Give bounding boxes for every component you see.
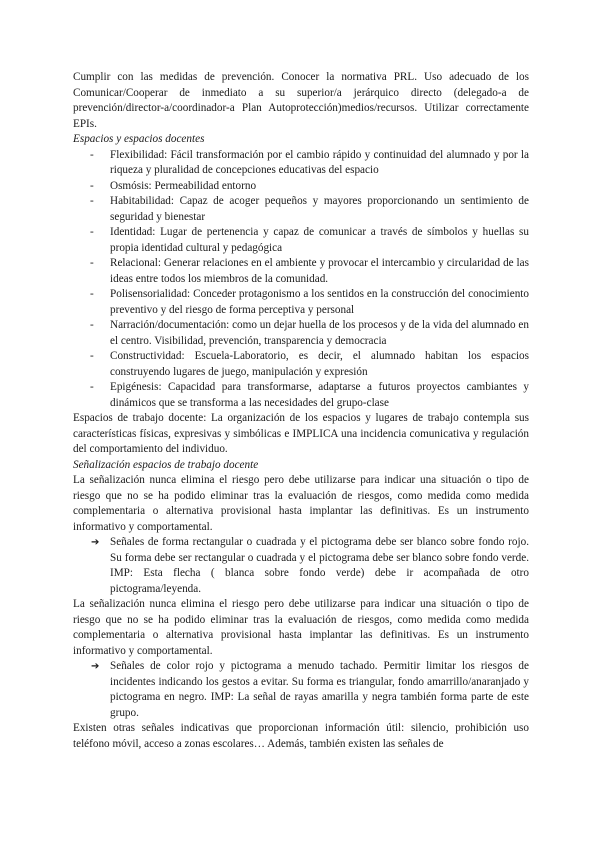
dash-bullet: - — [90, 148, 94, 161]
list-item: ➔ Señales de color rojo y pictograma a menudo tachado. Permitir limitar los riesgos de incidentes indicando los gestos a evitar. Su forma es triangular, fondo amarrillo/anaranjado y pictograma en negro. IMP: La señal de rayas amarilla y negra también forma parte de este grupo. — [91, 660, 529, 719]
list-item: - Relacional: Generar relaciones en el ambiente y provocar el intercambio y circularidad de las ideas entre todos los miembros de la comunidad. — [90, 257, 529, 285]
arrow-icon: ➔ — [91, 661, 100, 672]
section-heading-senalizacion: Señalización espacios de trabajo docente — [73, 458, 259, 471]
senalizacion-paragraph-1: La señalización nunca elimina el riesgo pero debe utilizarse para indicar una situación o tipo de riesgo que no se ha podido eliminar tras la evaluación de riesgos, como medida como medida complementaria o alternativa provisional hasta implantar las definitivas. Es un instrumento informativo y comportamental. — [73, 474, 529, 533]
list-item: ➔ Señales de forma rectangular o cuadrada y el pictograma debe ser blanco sobre fondo rojo. Su forma debe ser rectangular o cuadrada y el pictograma debe ser blanco sobre fondo verde. IMP: Esta flecha ( blanca sobre fondo verde) debe ir acompañada de otro pictograma/leyenda. — [91, 536, 529, 595]
dash-bullet: - — [90, 350, 94, 362]
arrow-icon: ➔ — [91, 537, 100, 548]
list-item: - Constructividad: Escuela-Laboratorio, es decir, el alumnado habitan los espacios construyendo lugares de juego, manipulación y expresión — [90, 350, 529, 378]
espacios-trabajo-paragraph: Espacios de trabajo docente: La organización de los espacios y lugares de trabajo contempla sus características físicas, expresivas y simbólicas e IMPLICA una incidencia comunicativa y regulación del comportamiento del individuo. — [73, 412, 529, 455]
list-item: - Polisensorialidad: Conceder protagonismo a los sentidos en la construcción del conocimiento preventivo y del riesgo de forma perceptiva y personal — [90, 288, 529, 316]
espacios-list — [73, 148, 529, 412]
intro-paragraph: Cumplir con las medidas de prevención. Conocer la normativa PRL. Uso adecuado de los Comunicar/Cooperar de inmediato a su superior/a jerárquico directo (delegado-a de prevención/director-a/coordinador-a Plan Autoprotección)medios/recursos. Utilizar correctamente EPIs. — [73, 71, 529, 130]
dash-bullet: - — [90, 381, 94, 393]
arrow-list-2 — [73, 659, 529, 721]
list-item: - Identidad: Lugar de pertenencia y capaz de comunicar a través de símbolos y huellas su propia identidad cultural y pedagógica — [90, 226, 529, 254]
dash-bullet: - — [90, 195, 94, 207]
closing-paragraph: Existen otras señales indicativas que proporcionan información útil: silencio, prohibición uso teléfono móvil, acceso a zonas escolares… Además, también existen las señales de — [73, 722, 529, 750]
list-item: - Osmósis: Permeabilidad entorno — [73, 179, 529, 195]
dash-bullet: - — [90, 226, 94, 238]
arrow-list-1 — [73, 535, 529, 597]
list-item: - Epigénesis: Capacidad para transformarse, adaptarse a futuros proyectos cambiantes y dinámicos que se transforma a las necesidades del grupo-clase — [90, 381, 529, 409]
list-item: - Flexibilidad: Fácil transformación por el cambio rápido y continuidad del alumnado y por la riqueza y pluralidad de concepciones educativas del espacio — [90, 148, 529, 176]
dash-bullet: - — [90, 288, 94, 300]
list-item: - Narración/documentación: como un dejar huella de los procesos y de la vida del alumnado en el centro. Visibilidad, prevención, transparencia y democracia — [90, 319, 529, 347]
document-body — [73, 70, 529, 752]
senalizacion-paragraph-2: La señalización nunca elimina el riesgo pero debe utilizarse para indicar una situación o tipo de riesgo que no se ha podido eliminar tras la evaluación de riesgos, como medida como medida complementaria o alternativa provisional hasta implantar las definitivas. Es un instrumento informativo y comportamental. — [73, 598, 529, 657]
dash-bullet: - — [90, 319, 94, 331]
section-heading-espacios: Espacios y espacios docentes — [73, 133, 205, 145]
dash-bullet: - — [90, 179, 94, 192]
list-item: - Habitabilidad: Capaz de acoger pequeños y mayores proporcionando un sentimiento de seguridad y bienestar — [90, 195, 529, 223]
dash-bullet: - — [90, 257, 94, 269]
